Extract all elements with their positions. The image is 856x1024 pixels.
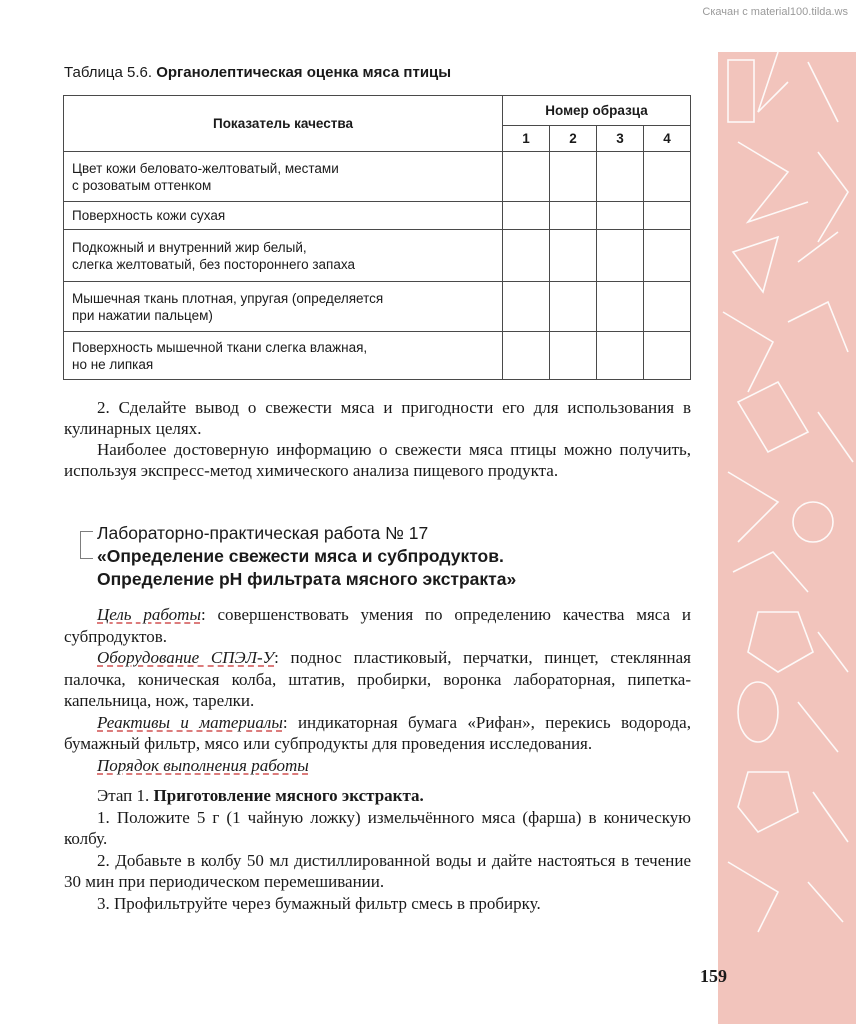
stage-title: Приготовление мясного экстракта. xyxy=(153,786,424,805)
reagents-paragraph xyxy=(64,712,691,755)
row-param: Поверхность мышечной ткани слегка влажная, но не липкая xyxy=(64,332,503,380)
goal-paragraph xyxy=(64,604,691,647)
table-caption xyxy=(64,64,451,81)
score-cell xyxy=(644,230,691,282)
score-cell xyxy=(644,202,691,230)
table-row xyxy=(64,230,691,282)
paragraph-conclusion: 2. Сделайте вывод о свежести мяса и пригодности его для использования в кулинарных целях. xyxy=(64,398,691,438)
step-paragraph: 3. Профильтруйте через бумажный фильтр смесь в пробирку. xyxy=(97,893,541,913)
score-cell xyxy=(644,282,691,332)
row-param: Поверхность кожи сухая xyxy=(64,202,503,230)
score-cell xyxy=(597,282,644,332)
score-cell xyxy=(597,152,644,202)
score-cell xyxy=(550,282,597,332)
score-cell xyxy=(597,230,644,282)
equipment-term: Оборудование СПЭЛ-У xyxy=(97,648,275,667)
score-cell xyxy=(503,230,550,282)
watermark-text: Скачан с material100.tilda.ws xyxy=(702,6,848,18)
goal-term: Цель работы xyxy=(97,605,201,624)
row-param: Подкожный и внутренний жир белый, слегка желтоватый, без постороннего запаха xyxy=(64,230,503,282)
score-cell xyxy=(597,332,644,380)
decorative-side-band xyxy=(718,52,856,1024)
goal-text: : совершенствовать умения по определению качества мяса и субпродуктов. xyxy=(64,605,691,646)
sample-number: 2 xyxy=(550,126,597,152)
reagents-text: : индикаторная бумага «Рифан», перекись водорода, бумажный фильтр, мясо или субпродукты для проведения исследования. xyxy=(64,712,691,753)
score-cell xyxy=(503,332,550,380)
score-cell xyxy=(644,152,691,202)
table-caption-prefix: Таблица 5.6. xyxy=(64,64,153,81)
sample-number: 1 xyxy=(503,126,550,152)
lab-work-heading xyxy=(97,522,516,591)
heading-bracket xyxy=(80,531,93,559)
table-row xyxy=(64,282,691,332)
score-cell xyxy=(550,230,597,282)
page-number: 159 xyxy=(700,966,727,986)
score-cell xyxy=(503,202,550,230)
step-paragraph: 1. Положите 5 г (1 чайную ложку) измельчённого мяса (фарша) в коническую колбу. xyxy=(64,807,691,848)
paragraph-express-method: Наиболее достоверную информацию о свежести мяса птицы можно получить, используя экспресс-метод химического анализа пищевого продукта. xyxy=(64,440,691,480)
score-cell xyxy=(503,282,550,332)
intro-paragraphs xyxy=(64,397,691,481)
sample-number: 4 xyxy=(644,126,691,152)
lab-work-title-line2: Определение pH фильтрата мясного экстракта» xyxy=(97,569,517,589)
stage-paragraph xyxy=(64,785,691,807)
lab-work-title-line1: «Определение свежести мяса и субпродуктов. xyxy=(97,546,504,566)
sample-number: 3 xyxy=(597,126,644,152)
score-cell xyxy=(550,202,597,230)
lab-work-body xyxy=(64,604,691,914)
table-row xyxy=(64,202,691,230)
lab-work-number: Лабораторно-практическая работа № 17 xyxy=(97,523,429,543)
score-cell xyxy=(503,152,550,202)
table-row xyxy=(64,332,691,380)
procedure-heading: Порядок выполнения работы xyxy=(97,755,309,775)
score-cell xyxy=(597,202,644,230)
equipment-text: : поднос пластиковый, перчатки, пинцет, стеклянная палочка, коническая колба, штатив, пробирки, воронка лабораторная, пипетка-капельница, нож, тарелки. xyxy=(64,648,691,710)
table-header-param: Показатель качества xyxy=(64,96,503,152)
step-paragraph: 2. Добавьте в колбу 50 мл дистиллированной воды и дайте настояться в течение 30 мин при периодическом перемешивании. xyxy=(64,850,691,891)
stage-label: Этап 1. xyxy=(97,786,150,805)
table-row xyxy=(64,152,691,202)
row-param: Цвет кожи беловато-желтоватый, местами с розоватым оттенком xyxy=(64,152,503,202)
equipment-paragraph xyxy=(64,647,691,712)
table-header-sample: Номер образца xyxy=(503,96,691,126)
score-cell xyxy=(644,332,691,380)
procedure-heading-paragraph xyxy=(64,755,691,777)
score-cell xyxy=(550,332,597,380)
row-param: Мышечная ткань плотная, упругая (определяется при нажатии пальцем) xyxy=(64,282,503,332)
quality-table xyxy=(63,95,691,380)
table-caption-title: Органолептическая оценка мяса птицы xyxy=(156,64,452,81)
reagents-term: Реактивы и материалы xyxy=(97,712,283,732)
score-cell xyxy=(550,152,597,202)
